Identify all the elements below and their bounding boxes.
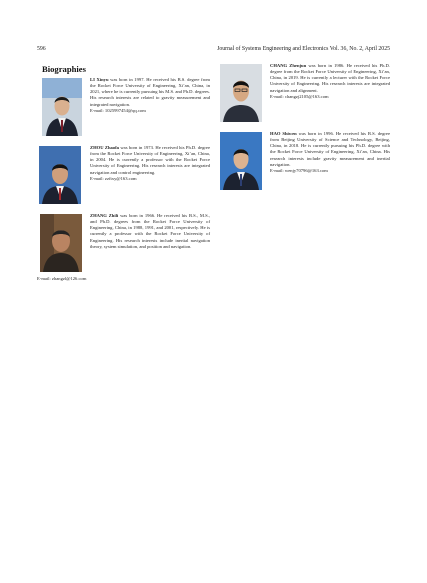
author-photo-zhou-zhaofa	[39, 146, 81, 204]
author-name: LI Xinyu	[90, 77, 109, 82]
author-photo-chang-zhenjun	[220, 64, 262, 122]
author-email: E-mail: wenjy70796@163.com	[270, 167, 328, 173]
author-email-zhang-zhili: E-mail: zhangzl@126.com	[37, 276, 87, 281]
bio-text-li-xinyu	[90, 77, 210, 114]
bio-body: was born in 1966. He received his B.S., M.S., and Ph.D. degrees from the Rocket Force University of Engineering, China, in 1988, 1991, and 2001, respectively. He is currently a professor with the Rocket Force University of Engineering. His research interests include inertial navigation theory, system simulation, and position and navigation.	[90, 213, 210, 249]
author-photo-hao-shiwen	[220, 132, 262, 190]
bio-text-hao-shiwen	[270, 131, 390, 174]
author-email: E-mail: changzj2105@163.com	[270, 93, 329, 99]
author-photo-li-xinyu	[42, 78, 82, 136]
bio-body: was born in 1973. He received his Ph.D. degree from the Rocket Force University of Engineering, Xi’an, China, in 2004. He is currently a professor with the Rocket Force University of Engineering. His research interests are integrated navigation and control engineering.	[90, 145, 210, 175]
bio-body: was born in 1996. He received his B.S. degree from Beijing University of Science and Technology, Beijing, China, in 2018. He is currently pursuing his Ph.D. degree with the Rocket Force University of Engineering, Xi’an, China. His research interests include gravity measurement and inertial navigation.	[270, 131, 390, 167]
author-email: E-mail: zzftxy@163.com	[90, 175, 137, 181]
author-name: HAO Shiwen	[270, 131, 297, 136]
author-name: ZHANG Zhili	[90, 213, 119, 218]
bio-text-zhou-zhaofa	[90, 145, 210, 182]
journal-citation: Journal of Systems Engineering and Electronics Vol. 36, No. 2, April 2025	[217, 46, 390, 52]
author-email: E-mail: 1025997454@qq.com	[90, 107, 146, 113]
bio-body: was born in 1986. He received his Ph.D. degree from the Rocket Force University of Engineering, Xi’an, China, in 2019. He is currently a lecturer with the Rocket Force University of Engineering. His research interests are integrated navigation and alignment.	[270, 63, 390, 93]
running-head	[37, 46, 390, 53]
bio-body: was born in 1997. He received his B.S. degree from the Rocket Force University of Engineering, Xi’an, China, in 2021, where he is currently pursuing his M.S. and Ph.D. degrees. His research interests are related to gravity measurement and integrated navigation.	[90, 77, 210, 107]
author-photo-zhang-zhili	[40, 214, 82, 272]
bio-text-chang-zhenjun	[270, 63, 390, 100]
author-name: ZHOU Zhaofa	[90, 145, 119, 150]
page-number: 596	[37, 46, 46, 52]
author-name: CHANG Zhenjun	[270, 63, 307, 68]
bio-text-zhang-zhili	[90, 213, 210, 250]
section-title: Biographies	[42, 64, 86, 74]
